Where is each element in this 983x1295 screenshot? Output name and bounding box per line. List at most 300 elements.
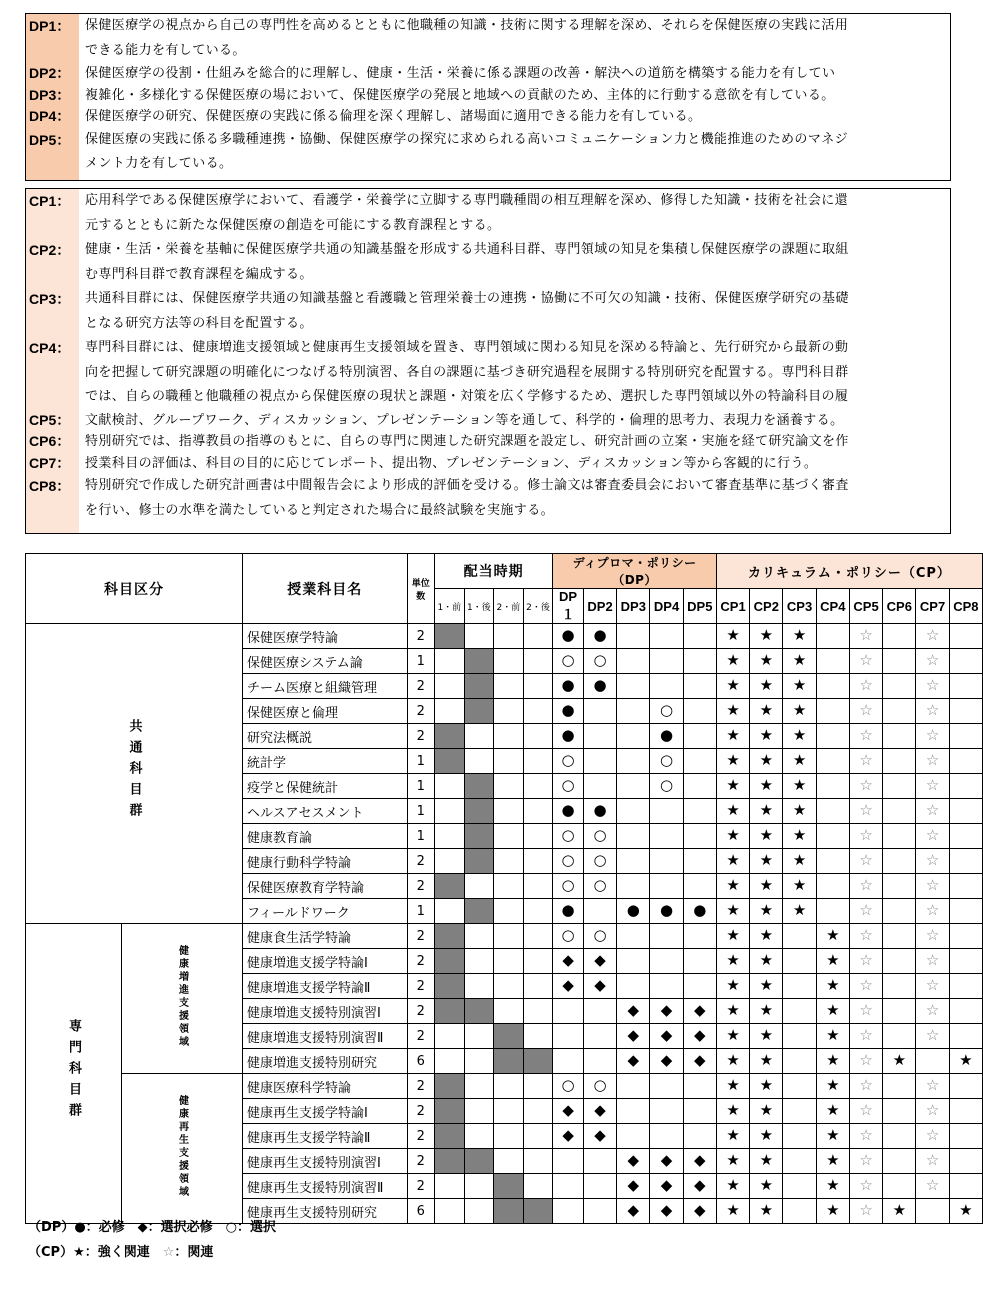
dp1-cell <box>553 699 584 724</box>
cp-text-line: となる研究方法等の科目を配置する。 <box>85 315 313 331</box>
dp-text <box>79 85 950 107</box>
outline-star-icon: ☆ <box>859 676 873 694</box>
filled-star-icon: ★ <box>826 976 840 994</box>
cp-text-line: 応用科学である保健医療学において、看護学・栄養学に立脚する専門職種間の相互理解を深め、修得した知識・技術を社会に還 <box>85 193 849 208</box>
dp2-cell <box>583 849 616 874</box>
dp3-cell <box>617 674 650 699</box>
period-cell <box>435 774 465 799</box>
cp7-cell <box>916 1124 949 1149</box>
cp2-cell <box>750 899 783 924</box>
cp8-cell <box>949 999 982 1024</box>
period-cell-assigned <box>435 949 465 974</box>
cp5-cell <box>849 649 882 674</box>
cp4-cell <box>816 774 849 799</box>
outline-star-icon: ☆ <box>859 1176 873 1194</box>
filled-star-icon: ★ <box>726 801 740 819</box>
cp1-cell <box>716 1074 749 1099</box>
cp2-cell <box>750 1199 783 1224</box>
cp-text-line: 特別研究で作成した研究計画書は中間報告会により形成的評価を受ける。修士論文は審査委員会において審査基準に基づく審査 <box>85 478 849 493</box>
period-cell-assigned <box>523 1199 553 1224</box>
period-cell <box>464 1199 494 1224</box>
filled-circle-icon: ● <box>660 726 674 744</box>
filled-diamond-icon: ◆ <box>660 1151 673 1169</box>
filled-star-icon: ★ <box>726 651 740 669</box>
dp4-cell <box>650 874 683 899</box>
outline-star-icon: ☆ <box>925 1151 940 1169</box>
cp8-cell <box>949 1199 982 1224</box>
cp4-cell <box>816 899 849 924</box>
cp1-cell <box>716 849 749 874</box>
credits: 2 <box>407 924 435 949</box>
dp2-cell <box>583 799 616 824</box>
filled-star-icon: ★ <box>726 1051 740 1069</box>
cp1-cell <box>716 649 749 674</box>
cp4-cell <box>816 974 849 999</box>
header-dp1: DP１ <box>553 589 584 624</box>
period-cell <box>435 799 465 824</box>
cp8-cell <box>949 624 982 649</box>
cp6-cell <box>883 1024 916 1049</box>
dp4-cell <box>650 1174 683 1199</box>
filled-star-icon: ★ <box>726 1151 740 1169</box>
header-cp4: CP4 <box>816 589 849 624</box>
credits: 1 <box>407 749 435 774</box>
outline-star-icon: ☆ <box>925 701 940 719</box>
cp3-cell <box>783 874 816 899</box>
cp4-cell <box>816 624 849 649</box>
period-cell <box>523 649 553 674</box>
filled-star-icon: ★ <box>792 751 807 769</box>
filled-star-icon: ★ <box>826 1176 840 1194</box>
dp1-cell <box>553 799 584 824</box>
cp6-cell <box>883 974 916 999</box>
cp1-cell <box>716 624 749 649</box>
dp1-cell <box>553 874 584 899</box>
filled-star-icon: ★ <box>759 1076 774 1094</box>
period-cell <box>494 824 524 849</box>
credits: 1 <box>407 774 435 799</box>
cp-text-line: を行い、修士の水準を満たしていると判定された場合に最終試験を実施する。 <box>85 502 555 518</box>
outline-circle-icon: ○ <box>660 776 674 794</box>
category-label: 共通科目群 <box>126 719 142 824</box>
cp3-cell <box>783 824 816 849</box>
filled-star-icon: ★ <box>759 1151 774 1169</box>
dp1-cell <box>553 774 584 799</box>
period-cell-assigned <box>435 624 465 649</box>
filled-diamond-icon: ◆ <box>594 1126 606 1144</box>
cp5-cell <box>849 799 882 824</box>
outline-star-icon: ☆ <box>859 826 873 844</box>
filled-star-icon: ★ <box>826 1026 840 1044</box>
dp2-cell <box>583 949 616 974</box>
cp3-cell <box>783 1124 816 1149</box>
filled-diamond-icon: ◆ <box>660 1051 673 1069</box>
category-cell <box>26 624 243 924</box>
dp5-cell <box>683 1124 716 1149</box>
course-name: 研究法概説 <box>243 724 408 749</box>
dp2-cell <box>583 1149 616 1174</box>
period-cell <box>464 724 494 749</box>
cp-text <box>79 238 950 287</box>
header-credits: 単位数 <box>407 554 435 624</box>
filled-star-icon: ★ <box>759 1026 774 1044</box>
filled-star-icon: ★ <box>792 801 807 819</box>
cp7-cell <box>916 1024 949 1049</box>
outline-star-icon: ☆ <box>925 751 940 769</box>
cp5-cell <box>849 899 882 924</box>
cp3-cell <box>783 974 816 999</box>
filled-diamond-icon: ◆ <box>694 1001 706 1019</box>
period-cell <box>523 999 553 1024</box>
cp-text-line: 元するとともに新たな保健医療の創造を可能にする教育課程とする。 <box>85 217 501 233</box>
filled-circle-icon: ● <box>593 801 607 819</box>
period-cell-assigned <box>435 724 465 749</box>
outline-star-icon: ☆ <box>925 1026 940 1044</box>
cp1-cell <box>716 949 749 974</box>
cp2-cell <box>750 949 783 974</box>
cp4-cell <box>816 699 849 724</box>
course-name: ヘルスアセスメント <box>243 799 408 824</box>
dp3-cell <box>617 624 650 649</box>
period-cell <box>523 1124 553 1149</box>
cp3-cell <box>783 1024 816 1049</box>
cp-key: CP3： <box>29 291 71 307</box>
header-dp4: DP4 <box>650 589 683 624</box>
cp-text-line: む専門科目群で教育課程を編成する。 <box>85 266 313 282</box>
cp6-cell <box>883 1174 916 1199</box>
dp3-cell <box>617 849 650 874</box>
dp4-cell <box>650 699 683 724</box>
cp4-cell <box>816 949 849 974</box>
period-cell <box>464 1049 494 1074</box>
cp-item-3 <box>26 287 950 336</box>
dp1-cell <box>553 1024 584 1049</box>
filled-star-icon: ★ <box>759 651 774 669</box>
subcategory-label: 健康再生支援領域 <box>176 1094 188 1199</box>
period-cell-assigned <box>464 774 494 799</box>
cp2-cell <box>750 1149 783 1174</box>
filled-star-icon: ★ <box>826 1101 840 1119</box>
period-cell-assigned <box>435 1074 465 1099</box>
dp2-cell <box>583 749 616 774</box>
credits: 2 <box>407 974 435 999</box>
cp-key: CP7： <box>29 454 71 471</box>
filled-star-icon: ★ <box>759 976 774 994</box>
outline-star-icon: ☆ <box>925 1176 940 1194</box>
cp5-cell <box>849 699 882 724</box>
filled-star-icon: ★ <box>726 776 740 794</box>
course-name: 保健医療学特論 <box>243 624 408 649</box>
cp4-cell <box>816 749 849 774</box>
dp5-cell <box>683 649 716 674</box>
period-cell-assigned <box>464 824 494 849</box>
cp1-cell <box>716 1149 749 1174</box>
credits: 2 <box>407 949 435 974</box>
filled-star-icon: ★ <box>726 1101 740 1119</box>
dp5-cell <box>683 1199 716 1224</box>
dp5-cell <box>683 799 716 824</box>
cp-key: CP5： <box>29 411 71 428</box>
dp5-cell <box>683 624 716 649</box>
cp5-cell <box>849 949 882 974</box>
period-cell-assigned <box>494 1049 524 1074</box>
cp5-cell <box>849 674 882 699</box>
dp2-cell <box>583 1049 616 1074</box>
cp3-cell <box>783 1149 816 1174</box>
cp-text-line: 健康・生活・栄養を基軸に保健医療学共通の知識基盤を形成する共通科目群、専門領域の知見を集積し保健医療学の課題に取組 <box>85 242 849 257</box>
period-cell <box>523 799 553 824</box>
cp4-cell <box>816 649 849 674</box>
cp8-cell <box>949 899 982 924</box>
cp7-cell <box>916 824 949 849</box>
filled-star-icon: ★ <box>792 876 807 894</box>
dp2-cell <box>583 699 616 724</box>
outline-circle-icon: ○ <box>561 926 575 944</box>
cp7-cell <box>916 1149 949 1174</box>
credits: 2 <box>407 674 435 699</box>
cp2-cell <box>750 924 783 949</box>
cp1-cell <box>716 724 749 749</box>
credits: 2 <box>407 1149 435 1174</box>
dp4-cell <box>650 1099 683 1124</box>
dp3-cell <box>617 724 650 749</box>
dp5-cell <box>683 1024 716 1049</box>
filled-star-icon: ★ <box>759 951 774 969</box>
filled-circle-icon: ● <box>693 901 707 919</box>
dp1-cell <box>553 849 584 874</box>
outline-star-icon: ☆ <box>162 1245 175 1260</box>
dp2-cell <box>583 724 616 749</box>
filled-star-icon: ★ <box>792 851 807 869</box>
filled-star-icon: ★ <box>759 701 774 719</box>
subcategory-cell <box>122 1074 243 1224</box>
cp8-cell <box>949 949 982 974</box>
cp-text <box>79 410 950 432</box>
period-cell <box>523 874 553 899</box>
filled-star-icon: ★ <box>826 1076 840 1094</box>
cp4-cell <box>816 874 849 899</box>
course-name: 健康医療科学特論 <box>243 1074 408 1099</box>
dp1-cell <box>553 1049 584 1074</box>
cp4-cell <box>816 1174 849 1199</box>
dp1-cell <box>553 824 584 849</box>
cp6-cell <box>883 724 916 749</box>
cp-item-2 <box>26 238 950 287</box>
cp1-cell <box>716 1199 749 1224</box>
dp3-cell <box>617 899 650 924</box>
period-cell <box>464 974 494 999</box>
filled-circle-icon: ● <box>593 626 607 644</box>
cp8-cell <box>949 749 982 774</box>
period-cell <box>435 849 465 874</box>
cp6-cell <box>883 949 916 974</box>
cp-text <box>79 336 950 410</box>
header-cp8: CP8 <box>949 589 982 624</box>
credits: 1 <box>407 824 435 849</box>
filled-diamond-icon: ◆ <box>594 951 606 969</box>
dp4-cell <box>650 1024 683 1049</box>
cp6-cell <box>883 674 916 699</box>
header-cp-group: カリキュラム・ポリシー（CP） <box>716 554 982 589</box>
period-cell <box>464 1124 494 1149</box>
dp5-cell <box>683 874 716 899</box>
outline-star-icon: ☆ <box>925 1001 940 1019</box>
cp6-cell <box>883 849 916 874</box>
cp8-cell <box>949 924 982 949</box>
filled-diamond-icon: ◆ <box>627 1051 640 1069</box>
outline-star-icon: ☆ <box>859 726 873 744</box>
course-name: 健康増進支援学特論Ⅰ <box>243 949 408 974</box>
period-cell-assigned <box>435 974 465 999</box>
header-cp7: CP7 <box>916 589 949 624</box>
period-cell-assigned <box>464 674 494 699</box>
outline-star-icon: ☆ <box>859 851 873 869</box>
credits: 2 <box>407 1024 435 1049</box>
filled-star-icon: ★ <box>726 1126 740 1144</box>
course-name: 保健医療教育学特論 <box>243 874 408 899</box>
cp8-cell <box>949 849 982 874</box>
table-row <box>26 624 983 649</box>
dp5-cell <box>683 674 716 699</box>
cp3-cell <box>783 649 816 674</box>
dp4-cell <box>650 1124 683 1149</box>
outline-star-icon: ☆ <box>859 776 873 794</box>
filled-star-icon: ★ <box>792 626 807 644</box>
cp7-cell <box>916 724 949 749</box>
period-cell <box>435 1174 465 1199</box>
period-cell <box>523 899 553 924</box>
dp1-cell <box>553 724 584 749</box>
cp8-cell <box>949 1049 982 1074</box>
period-cell <box>494 699 524 724</box>
cp3-cell <box>783 1199 816 1224</box>
period-cell-assigned <box>435 749 465 774</box>
course-name: チーム医療と組織管理 <box>243 674 408 699</box>
cp3-cell <box>783 724 816 749</box>
cp5-cell <box>849 749 882 774</box>
dp5-cell <box>683 899 716 924</box>
cp1-cell <box>716 874 749 899</box>
header-cp3: CP3 <box>783 589 816 624</box>
filled-star-icon: ★ <box>726 1176 740 1194</box>
period-cell-assigned <box>464 1149 494 1174</box>
cp1-cell <box>716 699 749 724</box>
filled-diamond-icon: ◆ <box>694 1051 706 1069</box>
dp3-cell <box>617 1099 650 1124</box>
cp2-cell <box>750 874 783 899</box>
period-cell <box>494 1099 524 1124</box>
dp-key: DP2： <box>29 65 71 81</box>
dp5-cell <box>683 699 716 724</box>
cp1-cell <box>716 774 749 799</box>
outline-star-icon: ☆ <box>859 1051 873 1069</box>
cp2-cell <box>750 1024 783 1049</box>
filled-diamond-icon: ◆ <box>660 1201 673 1219</box>
period-cell <box>464 924 494 949</box>
outline-star-icon: ☆ <box>859 801 873 819</box>
dp3-cell <box>617 1199 650 1224</box>
outline-star-icon: ☆ <box>925 876 940 894</box>
cp2-cell <box>750 1174 783 1199</box>
dp3-cell <box>617 749 650 774</box>
dp-text <box>79 14 950 63</box>
period-cell <box>523 949 553 974</box>
course-name: 健康増進支援特別研究 <box>243 1049 408 1074</box>
filled-star-icon: ★ <box>826 1151 840 1169</box>
credits: 2 <box>407 1099 435 1124</box>
filled-circle-icon: ● <box>561 901 575 919</box>
cp1-cell <box>716 799 749 824</box>
credits: 2 <box>407 1074 435 1099</box>
filled-diamond-icon: ◆ <box>627 1001 640 1019</box>
outline-star-icon: ☆ <box>925 976 940 994</box>
cp8-cell <box>949 699 982 724</box>
cp6-cell <box>883 1074 916 1099</box>
cp5-cell <box>849 1199 882 1224</box>
filled-star-icon: ★ <box>726 1001 740 1019</box>
outline-star-icon: ☆ <box>925 626 940 644</box>
cp5-cell <box>849 1124 882 1149</box>
period-cell <box>494 949 524 974</box>
dp-item-1 <box>26 14 950 63</box>
dp3-cell <box>617 699 650 724</box>
dp-key: DP5： <box>29 131 71 148</box>
filled-circle-icon: ● <box>561 676 575 694</box>
dp-text-line: メント力を有している。 <box>85 156 233 171</box>
filled-star-icon: ★ <box>759 851 774 869</box>
period-cell <box>494 999 524 1024</box>
filled-diamond-icon: ◆ <box>694 1151 706 1169</box>
dp5-cell <box>683 824 716 849</box>
outline-circle-icon: ○ <box>561 776 575 794</box>
dp5-cell <box>683 1049 716 1074</box>
dp5-cell <box>683 849 716 874</box>
filled-star-icon: ★ <box>892 1201 907 1219</box>
subcategory-cell <box>122 924 243 1074</box>
cp6-cell <box>883 649 916 674</box>
outline-star-icon: ☆ <box>925 901 940 919</box>
period-cell <box>494 874 524 899</box>
dp-key: DP4： <box>29 108 71 124</box>
filled-star-icon: ★ <box>826 951 840 969</box>
period-cell <box>494 924 524 949</box>
dp-item-5 <box>26 128 950 177</box>
cp7-cell <box>916 1049 949 1074</box>
dp3-cell <box>617 1049 650 1074</box>
cp2-cell <box>750 1049 783 1074</box>
period-cell <box>523 1149 553 1174</box>
cp8-cell <box>949 799 982 824</box>
dp4-cell <box>650 1074 683 1099</box>
period-cell <box>435 1049 465 1074</box>
period-cell <box>494 849 524 874</box>
period-cell-assigned <box>435 1124 465 1149</box>
dp2-cell <box>583 874 616 899</box>
cp4-cell <box>816 824 849 849</box>
period-cell <box>523 624 553 649</box>
cp6-cell <box>883 899 916 924</box>
dp3-cell <box>617 949 650 974</box>
cp3-cell <box>783 624 816 649</box>
cp7-cell <box>916 1099 949 1124</box>
cp5-cell <box>849 874 882 899</box>
cp-item-6 <box>26 431 950 453</box>
dp4-cell <box>650 749 683 774</box>
cp2-cell <box>750 749 783 774</box>
course-name: 保健医療と倫理 <box>243 699 408 724</box>
filled-star-icon: ★ <box>792 726 807 744</box>
dp2-cell <box>583 899 616 924</box>
